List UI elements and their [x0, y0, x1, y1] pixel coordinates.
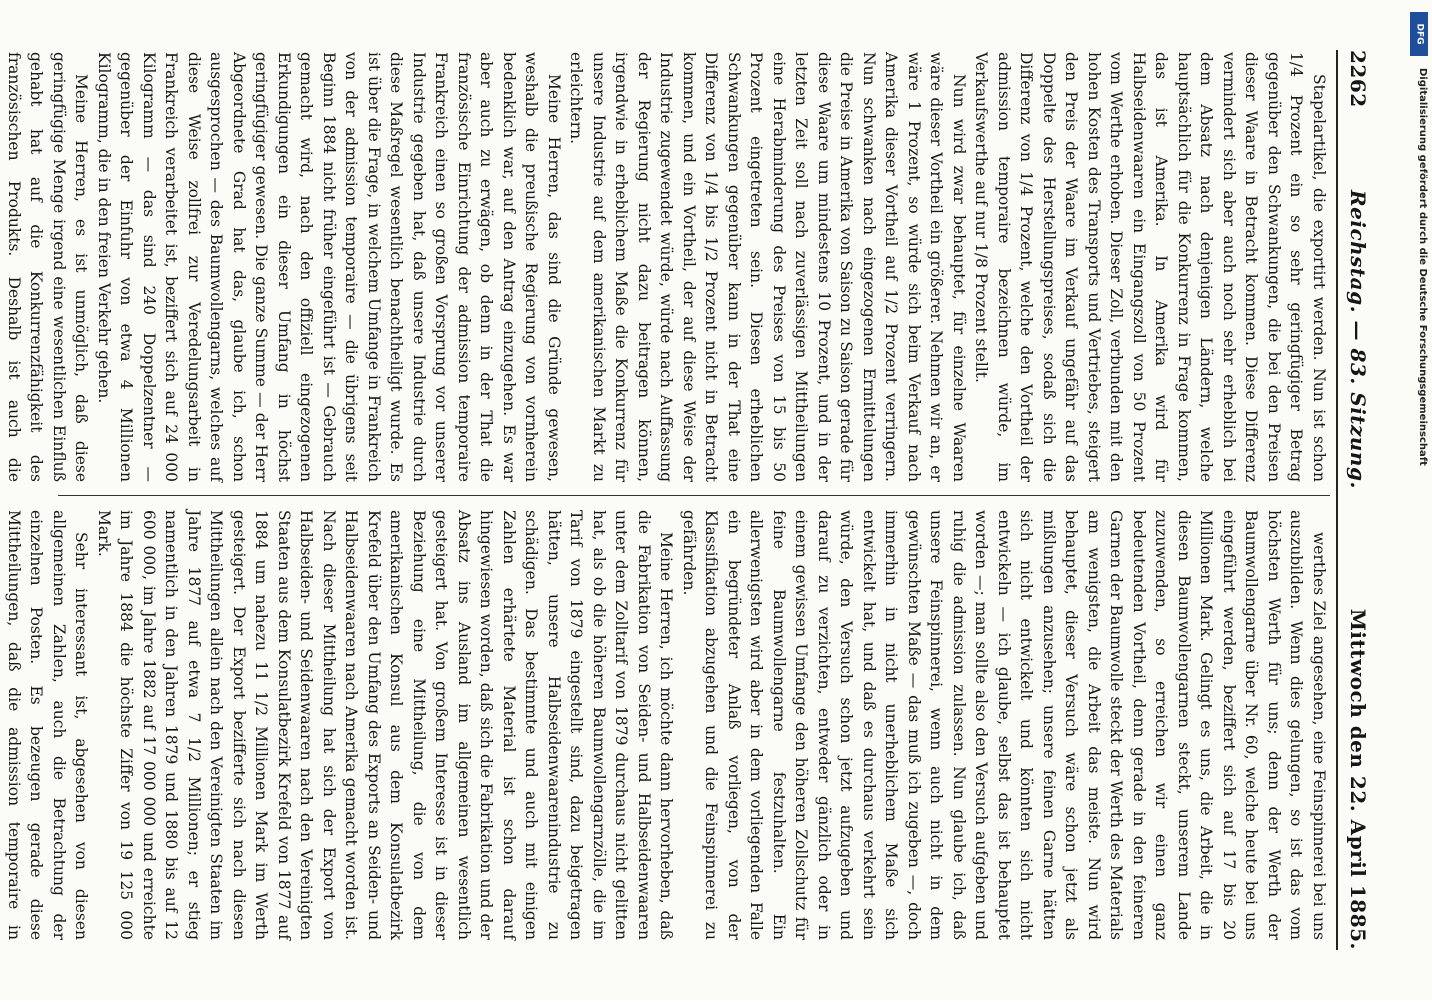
header-rule	[1336, 50, 1338, 950]
page-number: 2262	[1346, 50, 1370, 108]
session-title: Reichstag. — 83. Sitzung.	[1346, 190, 1370, 489]
paragraph: Meine Herren, das sind die Gründe gewesen, weshalb die preußische Regierung von vornherein bedenklich war, auf den Antrag einzugehen. Es war aber auch zu erwägen, ob denn in der That die französische Einrichtung der admission temporaire Frankreich einen so großen Vorsprung vor unserer Industrie gegeben hat, daß unsere Industrie durch diese Maßregel wesentlich benachtheiligt wurde. Es ist über die Frage, in welchem Umfange in Frankreich von der admission temporaire — die übrigens seit Beginn 1884 nicht früher eingeführt ist — Gebrauch gemacht wird, nach den offiziell eingezogenen Erkundigungen ein dieser Umfang in höchst geringfügiger gewesen. Die ganze Summe — der Herr Abgeordnete Grad hat das, glaube ich, schon ausgesprochen — des Baumwollengarns, welches auf diese Weise zollfrei zur Veredelungsarbeit in Frankreich verarbeitet ist, beziffert sich auf 24 000 Kilogramm — das sind 240 Doppelzentner — gegenüber der Einfuhr von etwa 4 Millionen Kilogramm, die in den freien Verkehr gehen.	[95, 52, 563, 482]
page-header	[1340, 50, 1370, 950]
left-column	[5, 52, 1330, 482]
paragraph: Nun wird zwar behauptet, für einzelne Waaren wäre dieser Vortheil ein größerer. Nehmen wir an, er wäre 1 Prozent, so würde sich beim Verkauf nach Amerika dieser Vortheil auf 1/2 Prozent verringern. Nun schwanken nach eingezogenen Ermittelungen die Preise in Amerika von Saison zu Saison gerade für diese Waare um mindestens 10 Prozent, und in der letzten Zeit soll nach zuverlässigen Mittheilungen eine Herabminderung des Preises von 15 bis 50 Prozent eingetreten sein. Diesen erheblichen Schwankungen gegenüber kann in der That eine Differenz von 1/4 bis 1/2 Prozent nicht in Betracht kommen, und ein Vortheil, der auf diese Weise der Industrie zugewendet würde, würde nach Auffassung der Regierung nicht dazu beitragen können, irgendwie in erheblichem Maße die Konkurrenz für unsere Industrie auf dem amerikanischen Markt zu erleichtern.	[567, 52, 968, 482]
column-divider	[58, 495, 1330, 496]
rotated-document-page	[5, 40, 1400, 960]
paragraph: Meine Herren, es ist unmöglich, daß diese geringfügige Menge irgend eine wesentlichen Einfluß gehabt hat auf die Konkurrenzfähigkeit des französischen Produkts. Deshalb ist auch die	[5, 52, 91, 482]
paragraph: werthes Ziel angesehen, eine Feinspinnerei bei uns auszubilden. Wenn dies gelungen, so ist das vom höchsten Werth für uns; denn der Werth der Baumwollengarne über Nr. 60, welche heute bei uns eingeführt werden, beziffert sich auf 17 bis 20 Millionen Mark. Gelingt es uns, die Arbeit, die in diesen Baumwollengarnen steckt, unserem Lande zuzuwenden, so erreichen wir einen ganz bedeutenden Vortheil, denn gerade in den feineren Garnen der Baumwolle steckt der Werth des Materials am wenigsten, die Arbeit das meiste. Nun wird behauptet, dieser Versuch wäre schon jetzt als mißlungen anzusehen; unsere feinen Garne hätten sich nicht entwickelt und könnten sich nicht entwickeln — ich glaube, selbst das ist behauptet worden —; man sollte also den Versuch aufgeben und ruhig die admission zulassen. Nun glaube ich, daß unsere Feinspinnerei, wenn auch nicht in dem gewünschten Maße — das muß ich zugeben —, doch immerhin in nicht unerheblichem Maße sich entwickelt hat, und daß es durchaus verkehrt sein würde, den Versuch schon jetzt aufzugeben und darauf zu verzichten, entweder gänzlich oder in einem gewissen Umfange den höheren Zollschutz für feine Baumwollengarne festzuhalten. Ein allerwenigsten wird aber in dem vorliegenden Falle ein begründeter Anlaß vorliegen, von der Klassifikation abzugehen und die Feinspinnerei zu gefährden.	[680, 510, 1328, 940]
session-date: Mittwoch den 22. April 1885.	[1346, 608, 1370, 950]
paragraph: Sehr interessant ist, abgesehen von diesen allgemeinen Zahlen, auch die Betrachtung der einzelnen Posten. Es bezeugen gerade diese Mittheilungen, daß die admission temporaire in	[5, 510, 91, 940]
dfg-logo-icon: DFG	[1410, 12, 1428, 56]
right-column	[5, 510, 1330, 940]
digitization-credit: Digitalisierung gefördert durch die Deutsche Forschungsgemeinschaft	[1417, 68, 1428, 466]
paragraph: Meine Herren, ich möchte dann hervorheben, daß die Fabrikation von Seiden- und Halbseidenwaaren unter dem Zolltarif von 1879 durchaus nicht gelitten hat, als ob die höheren Baumwollengarnzölle, die im Tarif von 1879 eingestellt sind, dazu beigetragen hätten, unsere Halbseidenwaarenindustrie zu schädigen. Das bestimmte und auch mit einigen Zahlen erhärtete Material ist schon darauf hingewiesen worden, daß sich die Fabrikation und der Absatz ins Ausland im allgemeinen wesentlich gesteigert hat. Von großem Interesse ist in dieser Beziehung eine Mittheilung, die von dem amerikanischen Konsul aus dem Konsulatbezirk Krefeld über den Umfang des Exports an Seiden- und Halbseidenwaaren nach Amerika gemacht worden ist. Nach dieser Mittheilung hat sich der Export von Halbseiden- und Seidenwaaren nach den Vereinigten Staaten aus dem Konsulatbezirk Krefeld von 1877 auf 1884 um nahezu 11 1/2 Millionen Mark im Werth gesteigert. Der Export bezifferte sich nach diesen Mittheilungen allein nach den Vereinigten Staaten im Jahre 1877 auf etwa 7 1/2 Millionen; er stieg namentlich in den Jahren 1879 und 1880 bis auf 12 600 000, im Jahre 1882 auf 17 000 000 und erreichte im Jahre 1884 die höchste Ziffer von 19 125 000 Mark.	[95, 510, 676, 940]
paragraph: Stapelartikel, die exportirt werden. Nun ist schon 1/4 Prozent ein so sehr geringfügiger Betrag gegenüber den Schwankungen, die bei den Preisen dieser Waare in Betracht kommen. Diese Differenz vermindert sich aber auch noch sehr erheblich bei dem Absatz nach denjenigen Ländern, welche hauptsächlich für die Konkurrenz in Frage kommen, das ist Amerika. In Amerika wird für Halbseidenwaaren ein Eingangszoll von 50 Prozent vom Werthe erhoben. Dieser Zoll, verbunden mit den hohen Kosten des Transports und Vertriebes, steigert den Preis der Waare im Verkauf ungefähr auf das Doppelte des Herstellungspreises, sodaß sich die Differenz von 1/4 Prozent, welche den Vortheil der admission temporaire bezeichnen würde, im Verkaufswerthe auf nur 1/8 Prozent stellt.	[972, 52, 1328, 482]
digitization-stamp	[1408, 8, 1428, 968]
